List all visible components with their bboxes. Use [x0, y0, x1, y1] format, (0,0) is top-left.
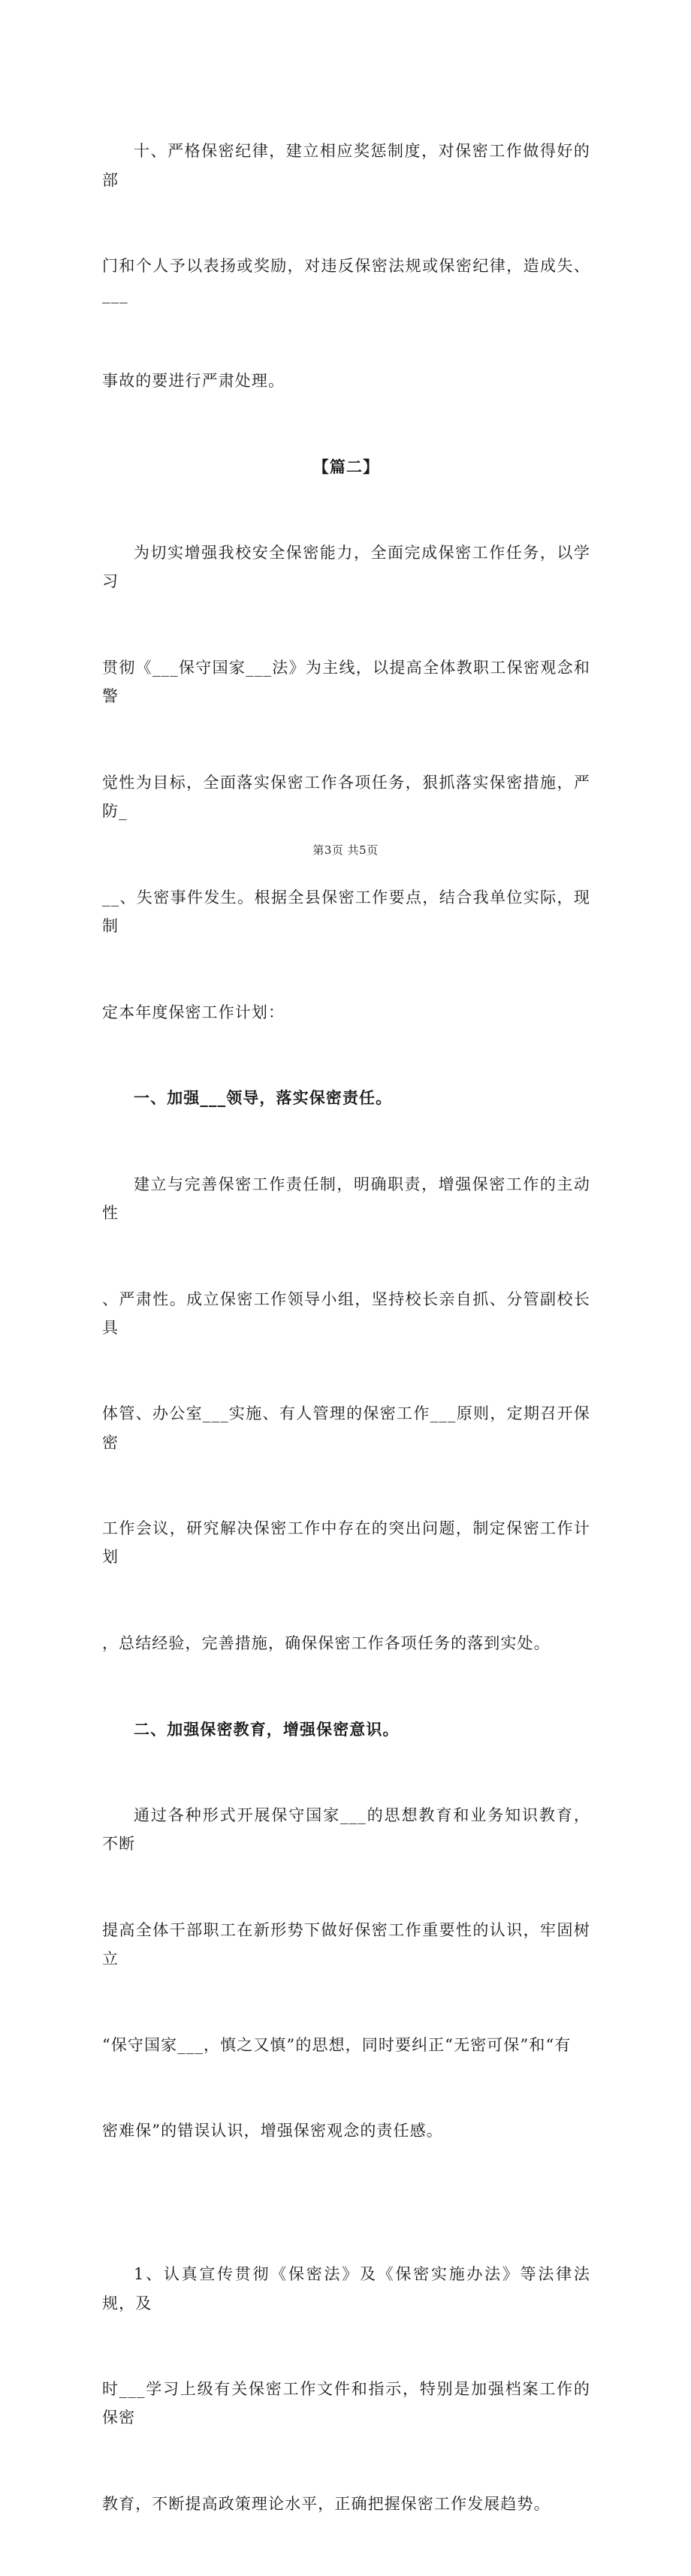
text-line: 1、认真宣传贯彻《保密法》及《保密实施办法》等法律法规，及	[102, 2265, 590, 2312]
text-line: 事故的要进行严肃处理。	[102, 372, 285, 391]
text-line: __、失密事件发生。根据全县保密工作要点，结合我单位实际，现制	[102, 888, 590, 935]
text-line: 定本年度保密工作计划：	[102, 1003, 285, 1021]
section-title: 【篇二】	[312, 457, 380, 476]
text-line: 体管、办公室___实施、有人管理的保密工作___原则，定期召开保密	[102, 1404, 590, 1452]
text-line: 为切实增强我校安全保密能力，全面完成保密工作任务，以学习	[102, 544, 590, 591]
paragraph-intro	[102, 481, 590, 1084]
text-line: 时___学习上级有关保密工作文件和指示，特别是加强档案工作的保密	[102, 2380, 590, 2427]
heading-education: 二、加强保密教育，增强保密意识。	[134, 1719, 400, 1739]
text-line: 觉性为目标，全面落实保密工作各项任务，狠抓落实保密措施，严防_	[102, 773, 590, 821]
text-line: 密难保”的错误认识，增强保密观念的责任感。	[102, 2122, 443, 2140]
page-footer: 第3页 共5页	[312, 843, 379, 857]
paragraph-discipline	[102, 80, 590, 453]
text-line: 通过各种形式开展保守国家___的思想教育和业务知识教育，不断	[102, 1806, 590, 1854]
text-line: 贯彻《___保守国家___法》为主线，以提高全体教职工保密观念和警	[102, 659, 590, 706]
document-body	[102, 80, 590, 2576]
text-line: ，总结经验，完善措施，确保保密工作各项任务的落到实处。	[102, 1633, 551, 1652]
text-line: 建立与完善保密工作责任制，明确职责，增强保密工作的主动性	[102, 1175, 590, 1222]
paragraph-awareness	[102, 1744, 590, 2203]
text-line: 十、严格保密纪律，建立相应奖惩制度，对保密工作做得好的部	[102, 142, 590, 189]
paragraph-law-study	[102, 2203, 590, 2576]
text-line: 提高全体干部职工在新形势下做好保密工作重要性的认识，牢固树立	[102, 1921, 590, 1968]
paragraph-responsibility	[102, 1112, 590, 1715]
text-line: 门和个人予以表扬或奖励，对违反保密法规或保密纪律，造成失、___	[102, 257, 590, 304]
heading-leadership: 一、加强___领导，落实保密责任。	[134, 1088, 393, 1108]
text-line: 工作会议，研究解决保密工作中存在的突出问题，制定保密工作计划	[102, 1519, 590, 1567]
text-line: 教育，不断提高政策理论水平，正确把握保密工作发展趋势。	[102, 2495, 551, 2514]
text-line: 、严肃性。成立保密工作领导小组，坚持校长亲自抓、分管副校长具	[102, 1290, 590, 1337]
text-line: “保守国家___，慎之又慎”的思想，同时要纠正“无密可保”和“有	[102, 2035, 572, 2054]
